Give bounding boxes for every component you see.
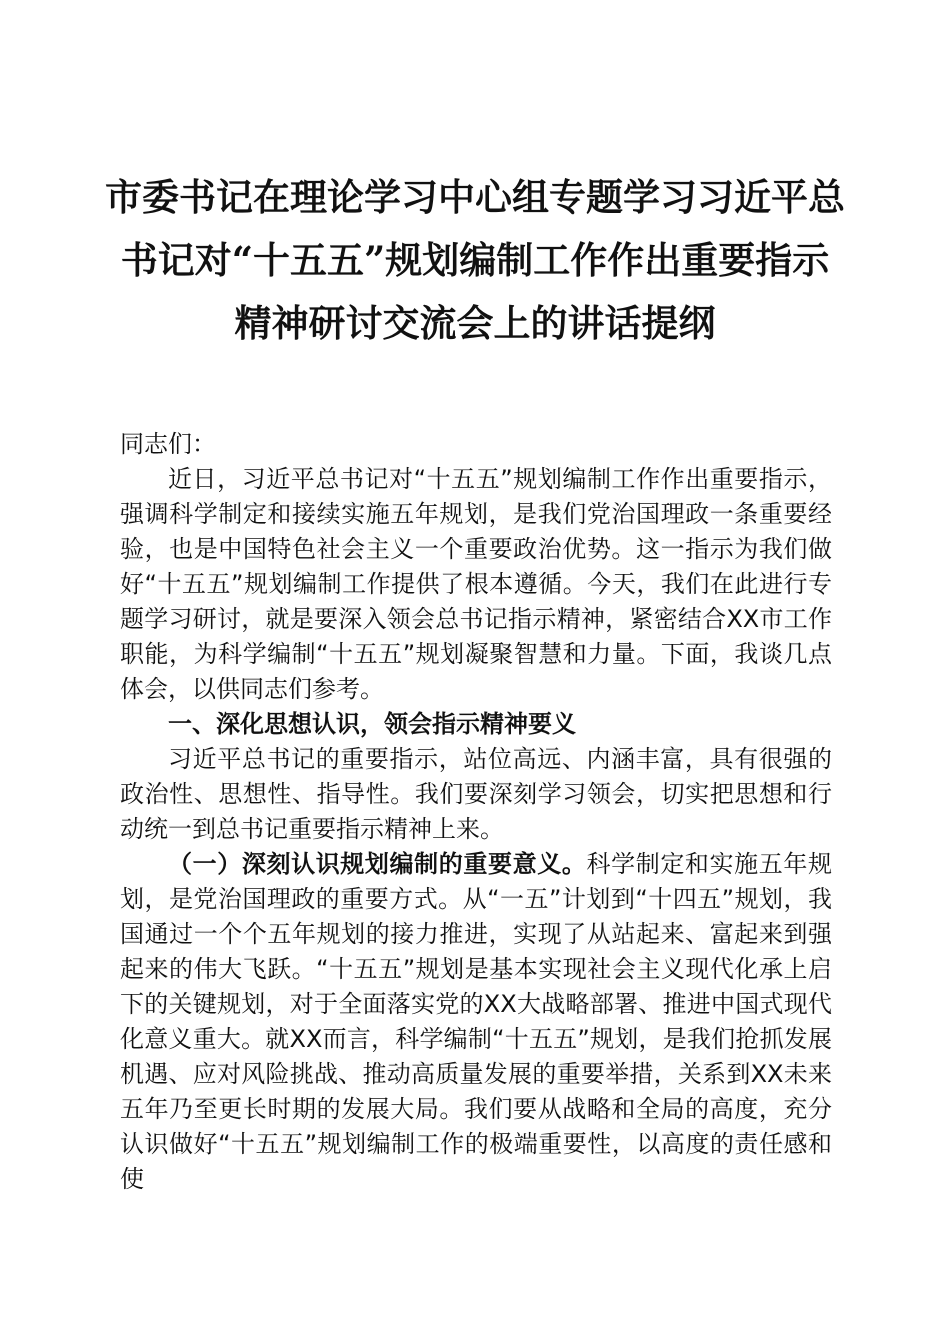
subsection-1-body: 科学制定和实施五年规划，是党治国理政的重要方式。从“一五”计划到“十四五”规划，我国通过一个个五年规划的接力推进，实现了从站起来、富起来到强起来的伟大飞跃。“十五五”规划是基本实现社会主义现代化承上启下的关键规划，对于全面落实党的XX大战略部署、推进中国式现代化意义重大。就XX而言，科学编制“十五五”规划，是我们抢抓发展机遇、应对风险挑战、推动高质量发展的重要举措，关系到XX未来五年乃至更长时期的发展大局。我们要从战略和全局的高度，充分认识做好“十五五”规划编制工作的极端重要性，以高度的责任感和使 bbox=[120, 850, 833, 1193]
section-heading-1: 一、深化思想认识，领会指示精神要义 bbox=[168, 710, 576, 738]
salutation: 同志们： bbox=[120, 430, 216, 458]
document-body bbox=[120, 427, 832, 1197]
subsection-1-paragraph bbox=[120, 847, 832, 1197]
title-line-1: 市委书记在理论学习中心组专题学习习近平总 bbox=[105, 175, 845, 219]
title-line-3: 精神研讨交流会上的讲话提纲 bbox=[234, 301, 716, 345]
subsection-1-heading: （一）深刻认识规划编制的重要意义。 bbox=[168, 850, 587, 878]
intro-paragraph: 近日，习近平总书记对“十五五”规划编制工作作出重要指示，强调科学制定和接续实施五年规划，是我们党治国理政一条重要经验，也是中国特色社会主义一个重要政治优势。这一指示为我们做好“十五五”规划编制工作提供了根本遵循。今天，我们在此进行专题学习研讨，就是要深入领会总书记指示精神，紧密结合XX市工作职能，为科学编制“十五五”规划凝聚智慧和力量。下面，我谈几点体会，以供同志们参考。 bbox=[120, 465, 832, 703]
document-title bbox=[100, 166, 850, 355]
section-1-intro-paragraph: 习近平总书记的重要指示，站位高远、内涵丰富，具有很强的政治性、思想性、指导性。我们要深刻学习领会，切实把思想和行动统一到总书记重要指示精神上来。 bbox=[120, 745, 832, 843]
title-line-2: 书记对“十五五”规划编制工作作出重要指示 bbox=[120, 238, 830, 282]
